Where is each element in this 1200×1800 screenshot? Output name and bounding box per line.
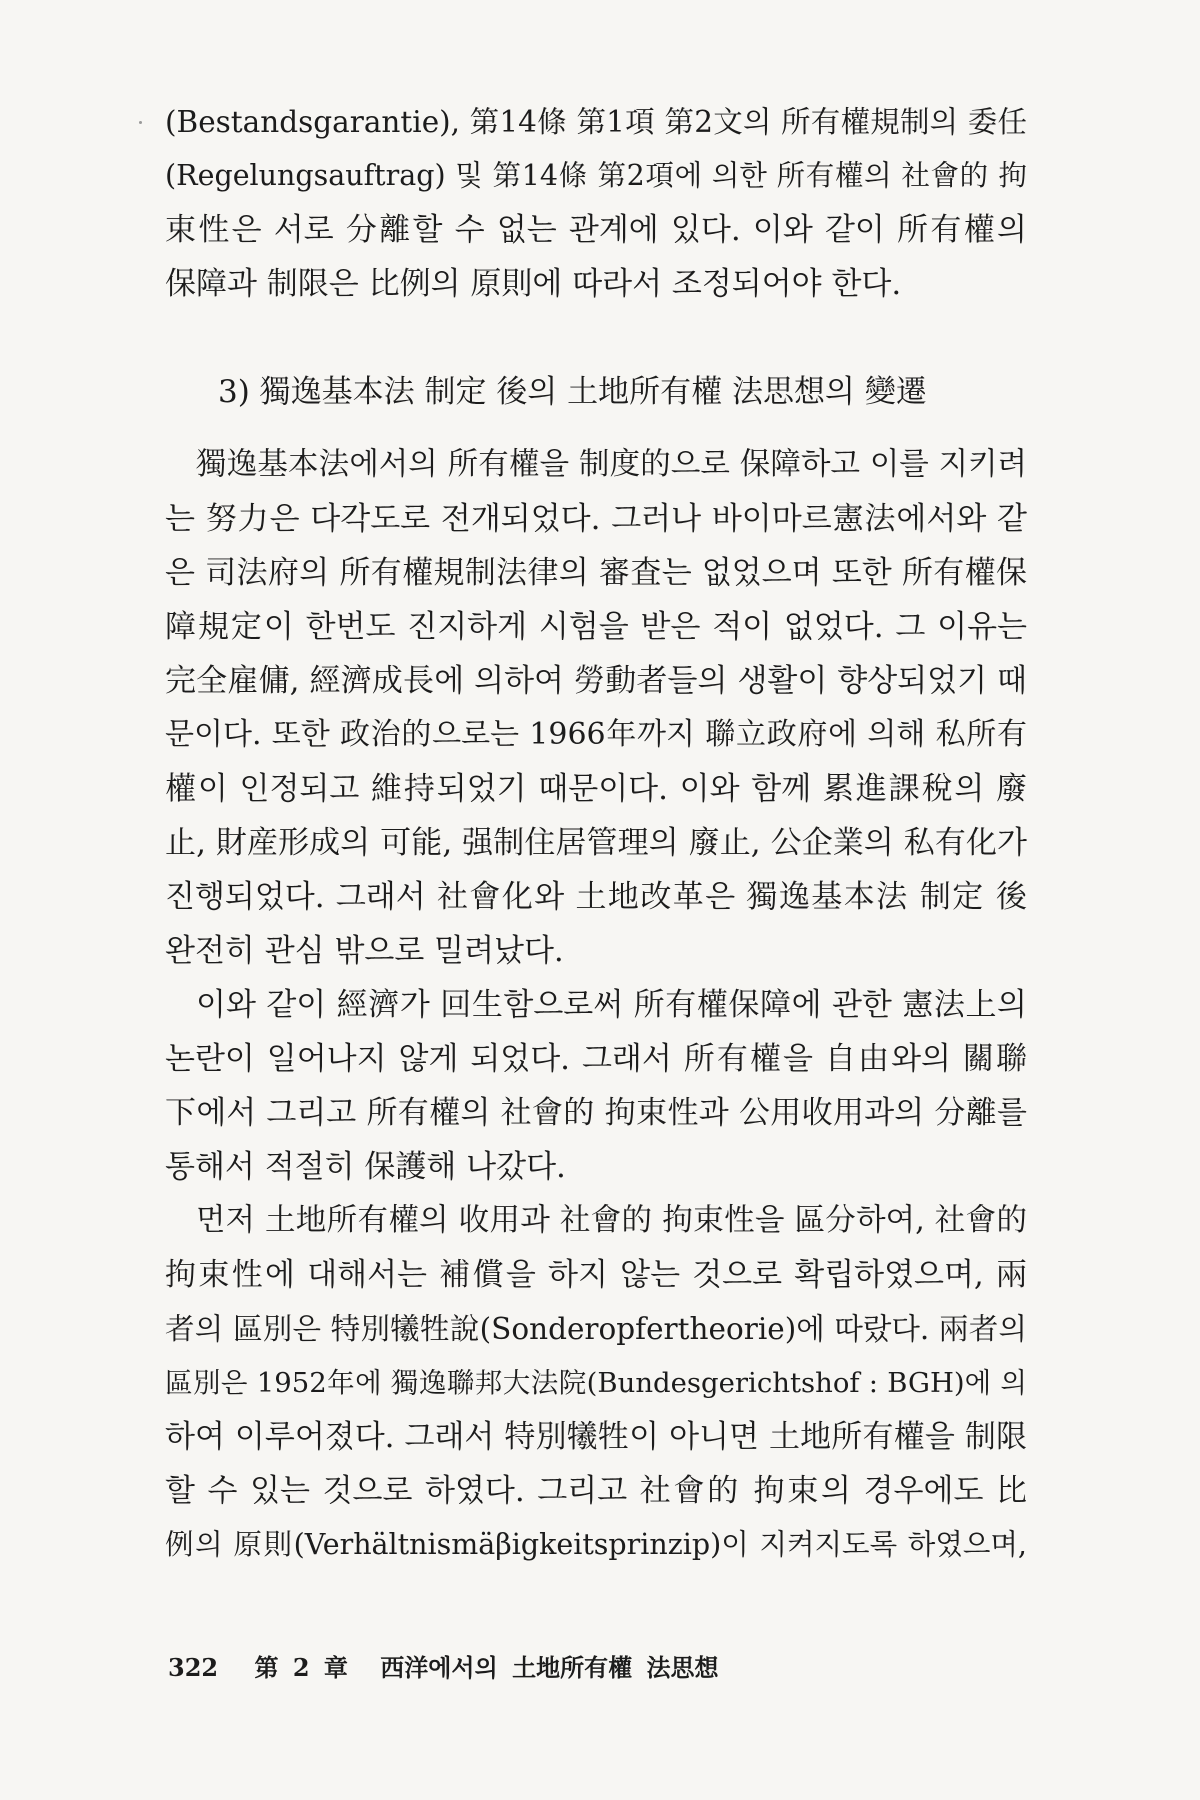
text-line: 문이다. 또한 政治的으로는 1966年까지 聯立政府에 의해 私所有 [165, 717, 1027, 752]
text-line: 이와 같이 經濟가 回生함으로써 所有權保障에 관한 憲法上의 [196, 987, 1027, 1023]
text-line: (Regelungsauftrag) 및 第14條 第2項에 의한 所有權의 社會的 拘 [165, 159, 1027, 192]
page-footer [168, 1648, 719, 1683]
text-line: 완전히 관심 밖으로 밀려났다. [165, 933, 564, 969]
paragraph-1 [165, 438, 1027, 978]
text-line: 例의 原則(Verhältnismäβigkeitsprinzip)이 지켜지도록 하였으며, [165, 1528, 1027, 1561]
paragraph-3 [165, 1194, 1027, 1572]
text-line: 는 努力은 다각도로 전개되었다. 그러나 바이마르憲法에서와 같 [165, 501, 1027, 537]
text-line: 保障과 制限은 比例의 原則에 따라서 조정되어야 한다. [165, 266, 902, 302]
text-line: 權이 인정되고 維持되었기 때문이다. 이와 함께 累進課稅의 廢 [165, 771, 1027, 807]
text-line: 먼저 土地所有權의 收用과 社會的 拘束性을 區分하여, 社會的 [196, 1203, 1027, 1238]
text-line: 하여 이루어졌다. 그래서 特別犧牲이 아니면 土地所有權을 制限 [165, 1419, 1027, 1455]
text-line: 진행되었다. 그래서 社會化와 土地改革은 獨逸基本法 制定 後 [165, 879, 1027, 915]
text-line: (Bestandsgarantie), 第14條 第1項 第2文의 所有權規制의 委任 [165, 105, 1027, 139]
text-line: 은 司法府의 所有權規制法律의 審査는 없었으며 또한 所有權保 [165, 555, 1027, 591]
text-line: 下에서 그리고 所有權의 社會的 拘束性과 公用收用과의 分離를 [165, 1095, 1027, 1131]
text-line: 障規定이 한번도 진지하게 시험을 받은 적이 없었다. 그 이유는 [165, 609, 1027, 645]
margin-mark [139, 121, 142, 124]
text-line: 拘束性에 대해서는 補償을 하지 않는 것으로 확립하였으며, 兩 [165, 1257, 1027, 1293]
page-number: 322 [168, 1653, 219, 1682]
text-line: 논란이 일어나지 않게 되었다. 그래서 所有權을 自由와의 關聯 [165, 1041, 1027, 1077]
text-line: 獨逸基本法에서의 所有權을 制度的으로 保障하고 이를 지키려 [196, 447, 1027, 482]
text-line: 者의 區別은 特別犧牲說(Sonderopfertheorie)에 따랐다. 兩者의 [165, 1312, 1027, 1346]
paragraph-continued [165, 95, 1027, 311]
text-line: 完全雇傭, 經濟成長에 의하여 勞動者들의 생활이 향상되었기 때 [165, 663, 1027, 699]
text-line: 區別은 1952年에 獨逸聯邦大法院(Bundesgerichtshof : BGH)에 의 [165, 1367, 1027, 1399]
chapter-number: 第 2 章 [254, 1653, 348, 1682]
section-heading: 3) 獨逸基本法 制定 後의 土地所有權 法思想의 變遷 [218, 374, 927, 410]
text-line: 止, 財産形成의 可能, 强制住居管理의 廢止, 公企業의 私有化가 [165, 825, 1027, 861]
chapter-title: 西洋에서의 土地所有權 法思想 [380, 1653, 719, 1682]
text-line: 할 수 있는 것으로 하였다. 그리고 社會的 拘束의 경우에도 比 [165, 1473, 1027, 1509]
text-line: 束性은 서로 分離할 수 없는 관계에 있다. 이와 같이 所有權의 [165, 212, 1027, 248]
paragraph-2 [165, 978, 1027, 1194]
text-line: 통해서 적절히 保護해 나갔다. [165, 1149, 566, 1185]
